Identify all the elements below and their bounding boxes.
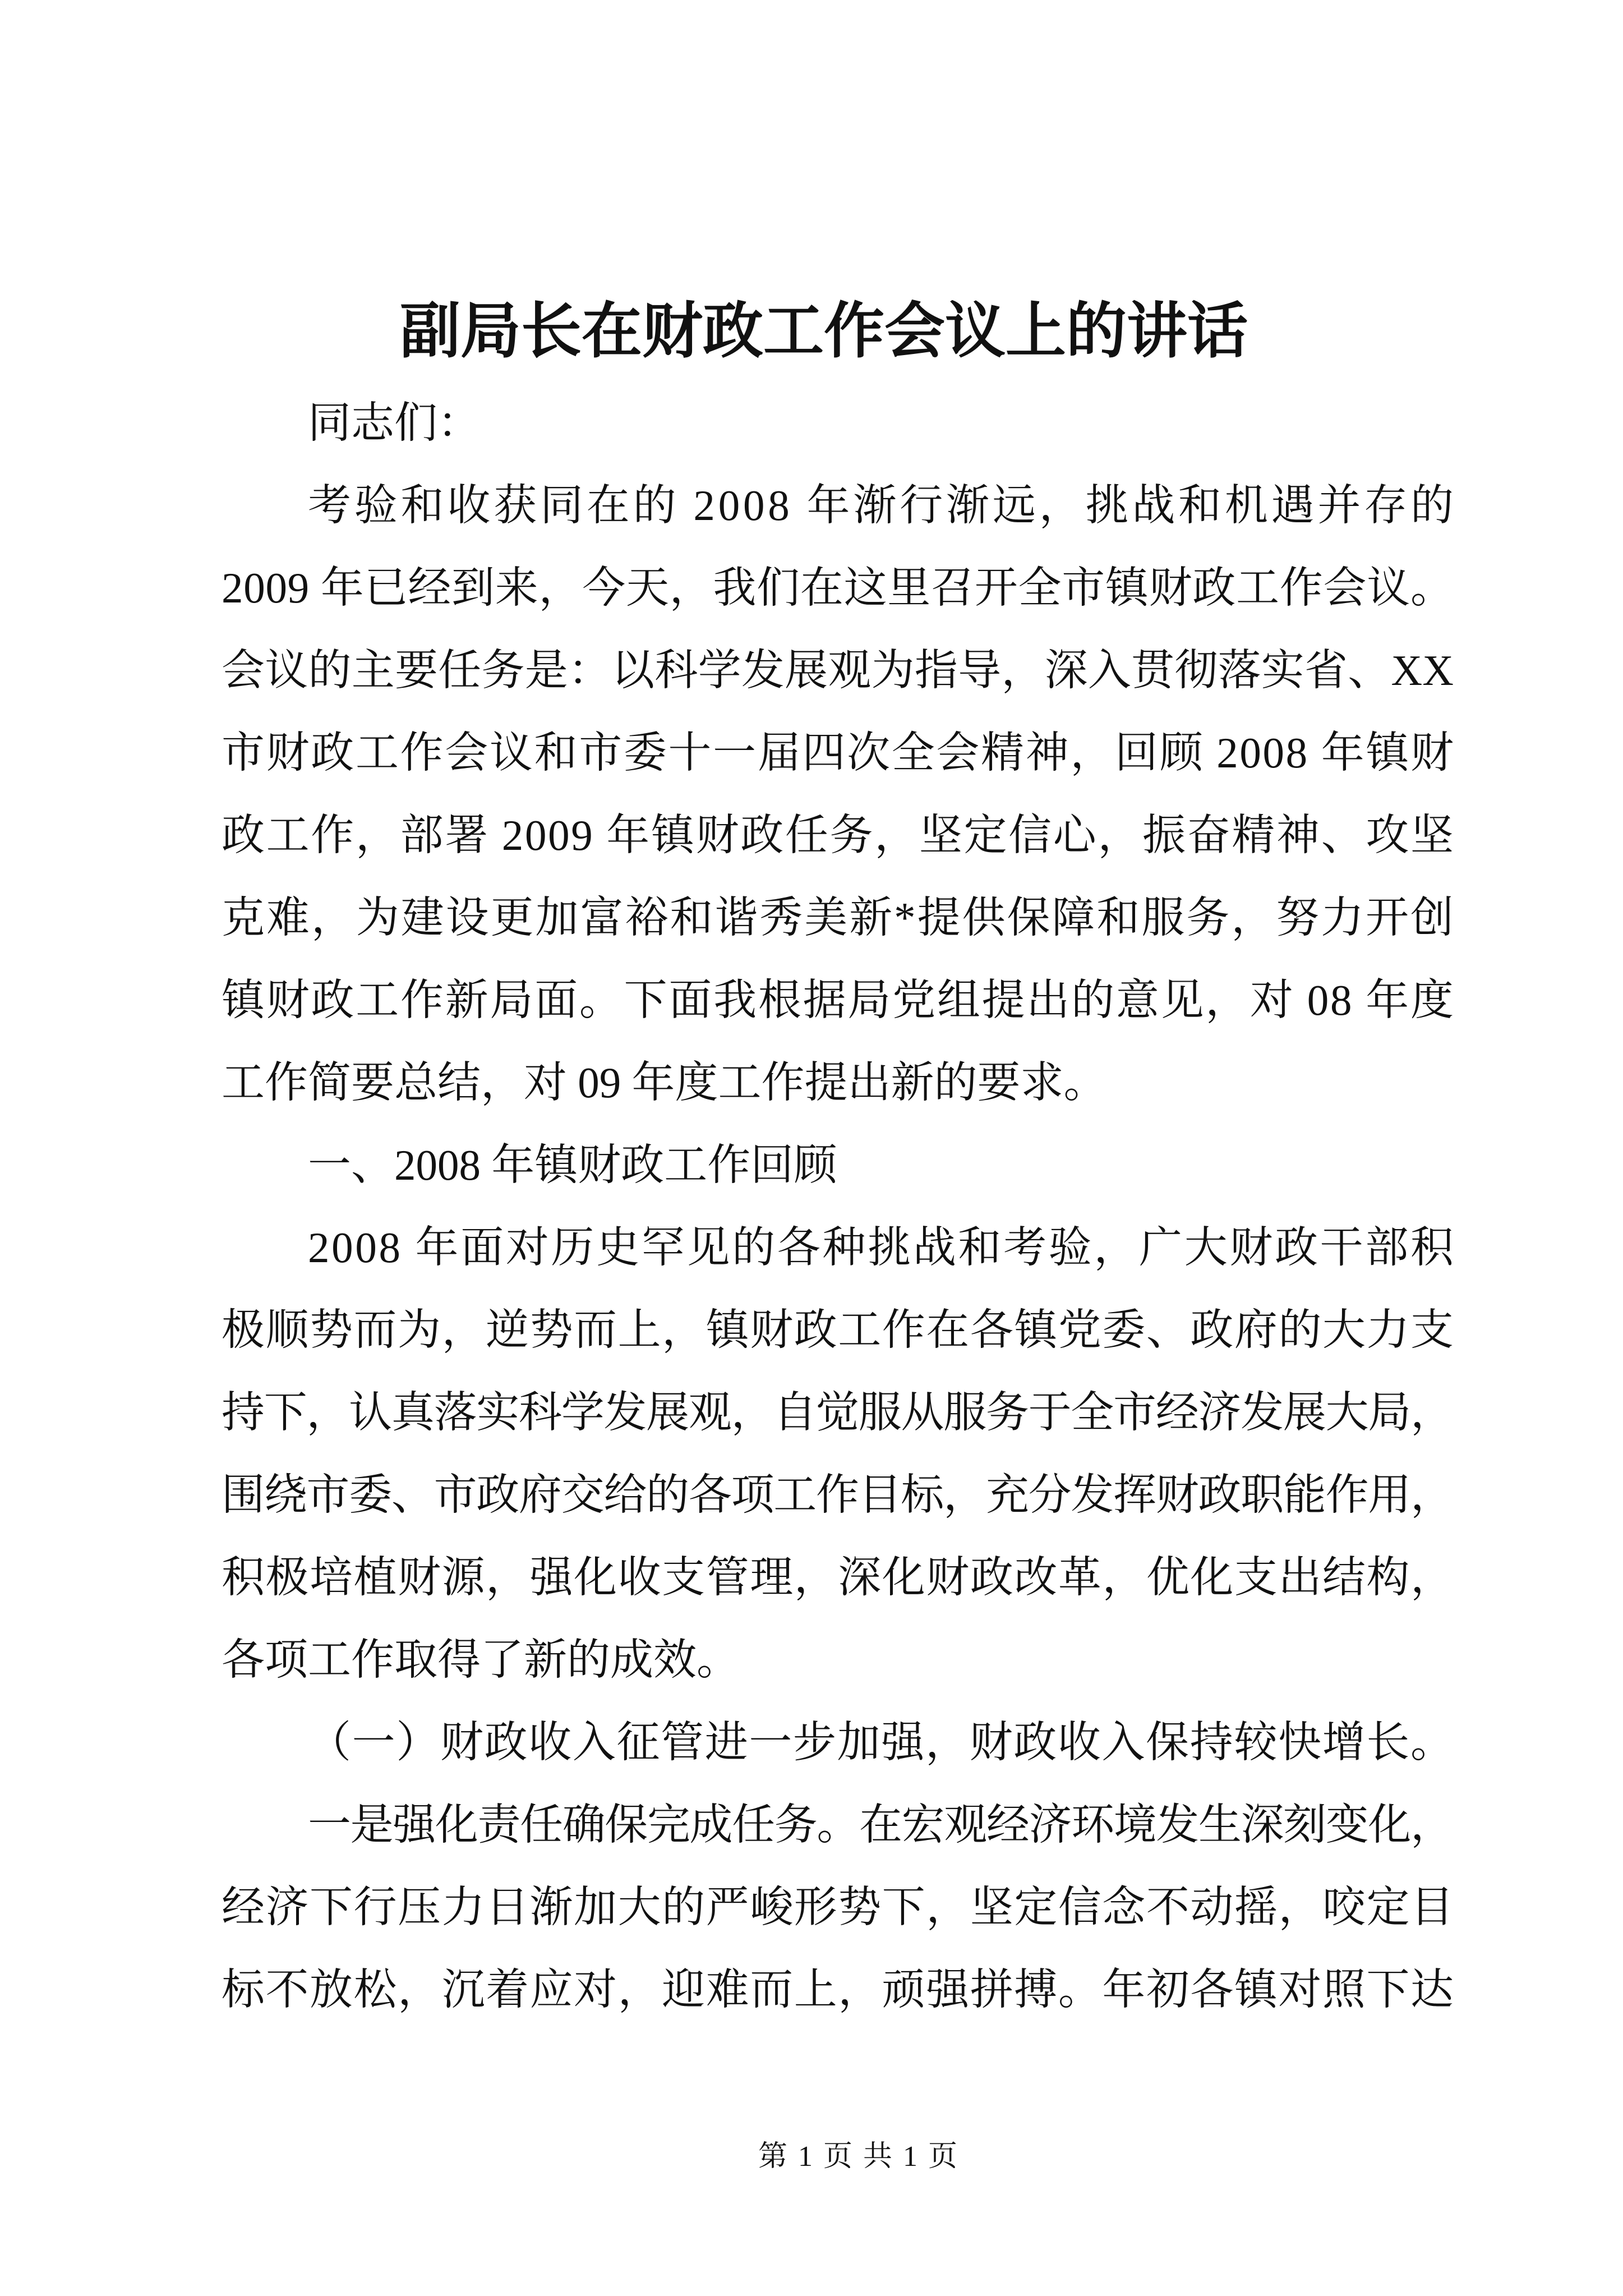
intro-line <box>222 959 1454 1042</box>
subsection-paragraph-line-text: 标不放松，沉着应对，迎难而上，顽强拼搏。年初各镇对照下达 <box>222 1966 1455 2014</box>
paragraph-line <box>222 1619 1454 1701</box>
subsection-paragraph-line <box>222 1784 1454 1866</box>
paragraph-line-text: 持下，认真落实科学发展观，自觉服从服务于全市经济发展大局， <box>222 1388 1453 1437</box>
intro-line-text: 市财政工作会议和市委十一届四次全会精神，回顾 2008 年镇财 <box>222 729 1455 777</box>
intro-line-text: 镇财政工作新局面。下面我根据局党组提出的意见，对 08 年度 <box>222 976 1455 1024</box>
paragraph-line <box>222 1372 1454 1454</box>
paragraph-line-text: 围绕市委、市政府交给的各项工作目标，充分发挥财政职能作用， <box>222 1471 1453 1519</box>
intro-line-text: 会议的主要任务是：以科学发展观为指导，深入贯彻落实省、XX <box>222 646 1454 694</box>
subsection-paragraph-line <box>222 1949 1454 2031</box>
intro-line <box>222 547 1454 629</box>
intro-line-text: 考验和收获同在的 2008 年渐行渐远，挑战和机遇并存的 <box>308 481 1457 530</box>
document-title: 副局长在财政工作会议上的讲话 <box>399 298 1248 365</box>
paragraph-line-text: 各项工作取得了新的成效。 <box>222 1636 740 1684</box>
intro-line-text: 工作简要总结，对 09 年度工作提出新的要求。 <box>222 1059 1107 1107</box>
intro-line <box>222 712 1454 794</box>
paragraph-line <box>222 1454 1454 1536</box>
subsection-paragraph-line <box>222 1866 1454 1949</box>
section-heading-text: 一、2008 年镇财政工作回顾 <box>308 1141 837 1189</box>
intro-line <box>222 877 1454 959</box>
subsection-heading <box>222 1701 1454 1784</box>
page-footer: 第 1 页 共 1 页 <box>758 2141 959 2173</box>
paragraph-line <box>222 1289 1454 1372</box>
paragraph-line-text: 2008 年面对历史罕见的各种挑战和考验，广大财政干部积 <box>308 1223 1456 1272</box>
paragraph-line <box>222 1207 1454 1289</box>
intro-line <box>222 794 1454 877</box>
salutation-text: 同志们： <box>308 399 481 447</box>
paragraph-line <box>222 1536 1454 1619</box>
section-heading <box>222 1124 1454 1207</box>
intro-line <box>222 629 1454 712</box>
intro-line-text: 政工作，部署 2009 年镇财政任务，坚定信心，振奋精神、攻坚 <box>222 811 1455 859</box>
intro-line <box>222 1042 1454 1124</box>
paragraph-line-text: 极顺势而为，逆势而上，镇财政工作在各镇党委、政府的大力支 <box>222 1306 1455 1354</box>
intro-line-text: 2009 年已经到来，今天，我们在这里召开全市镇财政工作会议。 <box>222 564 1454 612</box>
subsection-paragraph-line-text: 一是强化责任确保完成任务。在宏观经济环境发生深刻变化， <box>308 1801 1453 1849</box>
intro-line <box>222 464 1457 547</box>
subsection-paragraph-line-text: 经济下行压力日渐加大的严峻形势下，坚定信念不动摇，咬定目 <box>222 1883 1455 1931</box>
paragraph-line-text: 积极培植财源，强化收支管理，深化财政改革，优化支出结构， <box>222 1553 1455 1602</box>
subsection-heading-text: （一）财政收入征管进一步加强，财政收入保持较快增长。 <box>308 1718 1455 1766</box>
document-body <box>222 382 1457 2031</box>
salutation <box>222 382 1454 464</box>
intro-line-text: 克难，为建设更加富裕和谐秀美新*提供保障和服务，努力开创 <box>222 894 1455 942</box>
